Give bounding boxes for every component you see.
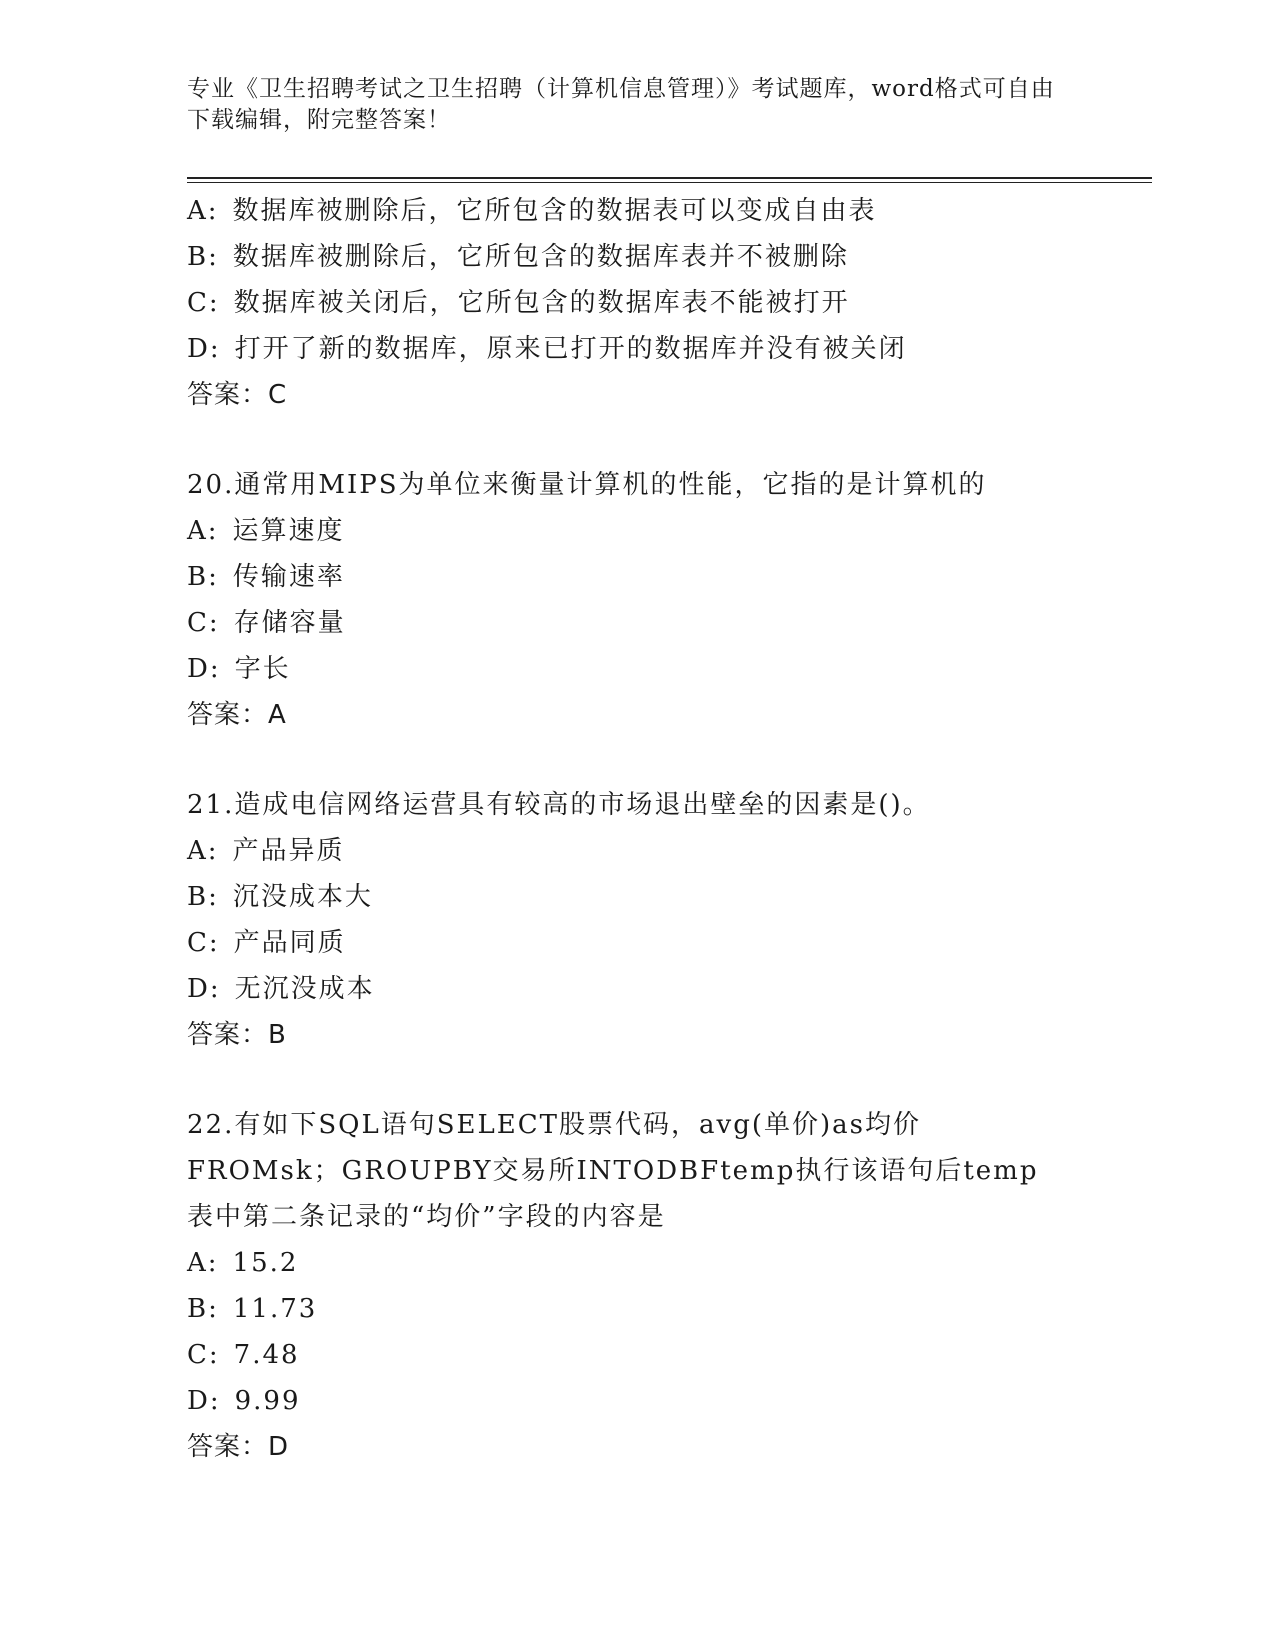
option-key: A: — [187, 1248, 219, 1278]
option-c — [187, 1332, 1087, 1378]
option-text: 沉没成本大 — [232, 882, 373, 912]
option-key: B: — [187, 562, 219, 592]
option-text: 11.73 — [232, 1294, 318, 1324]
option-text: 产品异质 — [232, 836, 345, 866]
option-text: 产品同质 — [233, 928, 346, 958]
option-key: B: — [187, 242, 219, 272]
option-b — [187, 554, 1087, 600]
answer-line: 答案：B — [187, 1020, 287, 1050]
option-key: A: — [187, 516, 219, 546]
option-key: A: — [187, 196, 219, 226]
option-c — [187, 920, 1087, 966]
header-note: 专业《卫生招聘考试之卫生招聘（计算机信息管理）》考试题库，word格式可自由下载编辑，附完整答案！ — [187, 76, 1055, 133]
option-key: B: — [187, 882, 219, 912]
question-stem: 21.造成电信网络运营具有较高的市场退出壁垒的因素是()。 — [187, 790, 931, 820]
option-d — [187, 326, 1087, 372]
option-text: 存储容量 — [233, 608, 346, 638]
option-key: B: — [187, 1294, 219, 1324]
option-b — [187, 1286, 1087, 1332]
option-text: 数据库被删除后，它所包含的数据库表并不被删除 — [232, 242, 849, 272]
option-text: 无沉没成本 — [234, 974, 375, 1004]
option-text: 15.2 — [232, 1248, 299, 1278]
option-key: C: — [187, 288, 220, 318]
option-a — [187, 508, 1087, 554]
question-22 — [187, 1102, 1087, 1470]
option-key: A: — [187, 836, 219, 866]
option-key: C: — [187, 1340, 220, 1370]
option-a — [187, 1240, 1087, 1286]
question-21 — [187, 782, 1087, 1058]
option-d — [187, 646, 1087, 692]
header-divider — [187, 177, 1152, 179]
option-key: D: — [187, 654, 221, 684]
answer-line: 答案：D — [187, 1432, 290, 1462]
option-d — [187, 966, 1087, 1012]
option-a — [187, 828, 1087, 874]
answer-line: 答案：A — [187, 700, 287, 730]
option-key: D: — [187, 974, 221, 1004]
header-divider-thin — [187, 182, 1152, 183]
question-stem: 22.有如下SQL语句SELECT股票代码，avg(单价)as均价FROMsk；GROUPBY交易所INTODBFtemp执行该语句后temp表中第二条记录的“均价”字段的内容是 — [187, 1110, 1039, 1232]
option-b — [187, 874, 1087, 920]
option-d — [187, 1378, 1087, 1424]
option-key: D: — [187, 334, 221, 364]
option-a — [187, 188, 1087, 234]
option-key: C: — [187, 928, 220, 958]
question-list — [187, 188, 1087, 1470]
option-key: C: — [187, 608, 220, 638]
option-text: 数据库被关闭后，它所包含的数据库表不能被打开 — [233, 288, 850, 318]
question-19-continued — [187, 188, 1087, 418]
option-text: 传输速率 — [232, 562, 345, 592]
question-stem: 20.通常用MIPS为单位来衡量计算机的性能，它指的是计算机的 — [187, 470, 987, 500]
option-key: D: — [187, 1386, 221, 1416]
question-20 — [187, 462, 1087, 738]
option-text: 数据库被删除后，它所包含的数据表可以变成自由表 — [232, 196, 877, 226]
option-b — [187, 234, 1087, 280]
answer-line: 答案：C — [187, 380, 288, 410]
option-c — [187, 600, 1087, 646]
option-text: 9.99 — [234, 1386, 301, 1416]
option-text: 7.48 — [233, 1340, 300, 1370]
option-c — [187, 280, 1087, 326]
option-text: 字长 — [234, 654, 291, 684]
option-text: 运算速度 — [232, 516, 345, 546]
option-text: 打开了新的数据库，原来已打开的数据库并没有被关闭 — [234, 334, 907, 364]
